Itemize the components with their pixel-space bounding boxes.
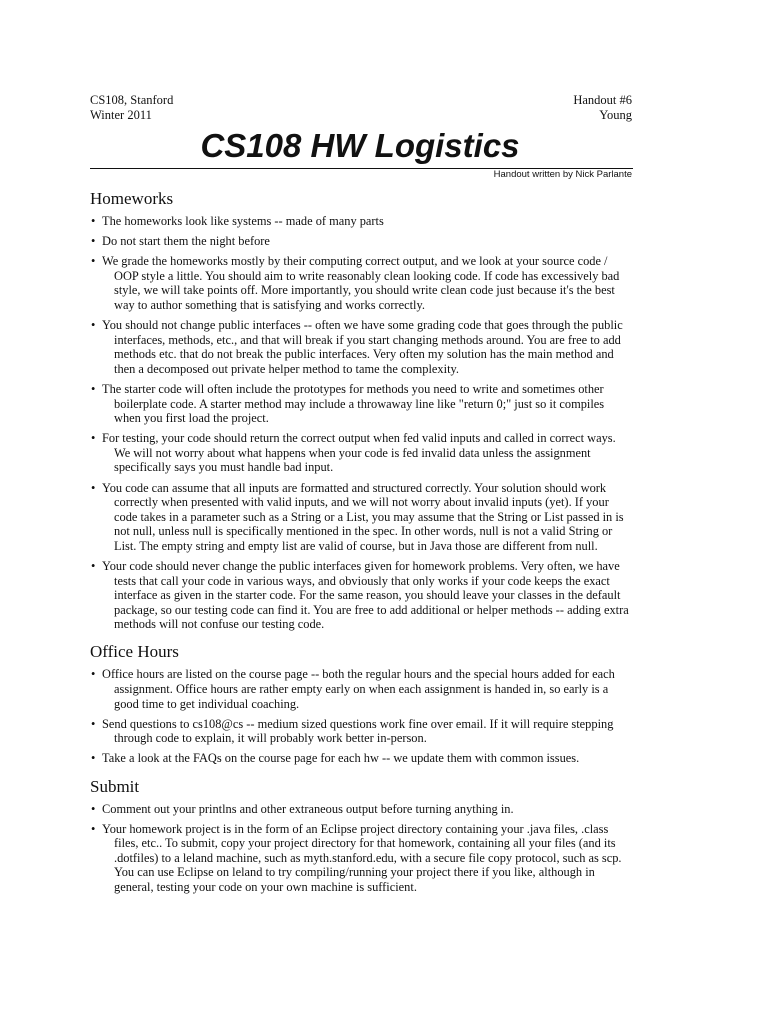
header-left: [90, 93, 173, 123]
section-heading-homeworks: Homeworks: [90, 189, 174, 208]
list-item: • Your homework project is in the form of an Eclipse project directory containing your .java files, .class files, etc.. To submit, copy your project directory for that homework, containing all your files (and its .dotfiles) to a leland machine, such as myth.stanford.edu, with a secure file copy protocol, such as scp. You can use Eclipse on leland to try compiling/running your project there if you like, although in general, testing your code on your own machine is sufficient.: [90, 822, 634, 895]
list-item: • For testing, your code should return the correct output when fed valid inputs and called in correct ways. We will not worry about what happens when your code is fed invalid data unless the assignment specifically says you must handle bad input.: [90, 431, 634, 475]
list-item: • Send questions to cs108@cs -- medium sized questions work fine over email. If it will require stepping through code to explain, it will probably work better in-person.: [90, 717, 634, 746]
author-note: Handout written by Nick Parlante: [493, 169, 632, 180]
list-item: • We grade the homeworks mostly by their computing correct output, and we look at your source code / OOP style a little. You should aim to write reasonably clean looking code. If code has excessively bad style, we will take points off. More importantly, you should write clean code just because it's the best way to author something that is satisfying and works correctly.: [90, 254, 634, 312]
list-item: • You code can assume that all inputs are formatted and structured correctly. Your solution should work correctly when presented with valid inputs, and we will not worry about invalid inputs (yet). If your code takes in a parameter such as a String or a List, you may assume that the String or List passed in is not null, unless null is specifically mentioned in the spec. In other words, null is not a valid String or List. The empty string and empty list are valid of course, but in Java those are different from null.: [90, 481, 634, 554]
list-item: • You should not change public interfaces -- often we have some grading code that goes through the public interfaces, methods, etc., and that will break if you start changing methods around. You are free to add methods etc. that do not break the public interfaces. Very often my solution has the main method and then a decomposed out private helper method to tame the complexity.: [90, 318, 634, 376]
course-name: CS108, Stanford: [90, 93, 174, 107]
list-item: • Take a look at the FAQs on the course page for each hw -- we update them with common issues.: [90, 751, 634, 766]
list-item: • Do not start them the night before: [90, 234, 634, 249]
instructor-name: Young: [599, 108, 632, 122]
term: Winter 2011: [90, 108, 152, 122]
homeworks-list: [90, 214, 634, 632]
list-item: • The starter code will often include the prototypes for methods you need to write and sometimes other boilerplate code. A starter method may include a throwaway line like "return 0;" just so it compiles when you first load the project.: [90, 382, 634, 426]
handout-number: Handout #6: [573, 93, 632, 107]
list-item: • Your code should never change the public interfaces given for homework problems. Very often, we have tests that call your code in various ways, and obviously that only works if your code keeps the exact interface as given in the starter code. For the same reason, you should leave your classes in the default package, so our testing code can find it. You are free to add additional or helper methods -- adding extra methods will not confuse our testing code.: [90, 559, 634, 632]
page-title: CS108 HW Logistics: [200, 127, 520, 164]
document-body: [90, 188, 634, 900]
list-item: • Comment out your printlns and other extraneous output before turning anything in.: [90, 802, 634, 817]
section-heading-submit: Submit: [90, 776, 140, 796]
submit-list: [90, 802, 634, 895]
list-item: • The homeworks look like systems -- made of many parts: [90, 214, 634, 229]
list-item: • Office hours are listed on the course page -- both the regular hours and the special hours added for each assignment. Office hours are rather empty early on when each assignment is handed in, so early is a good time to get individual coaching.: [90, 667, 634, 711]
header-right: [573, 93, 632, 123]
office-hours-list: [90, 667, 634, 766]
section-heading-office-hours: Office Hours: [90, 642, 179, 662]
